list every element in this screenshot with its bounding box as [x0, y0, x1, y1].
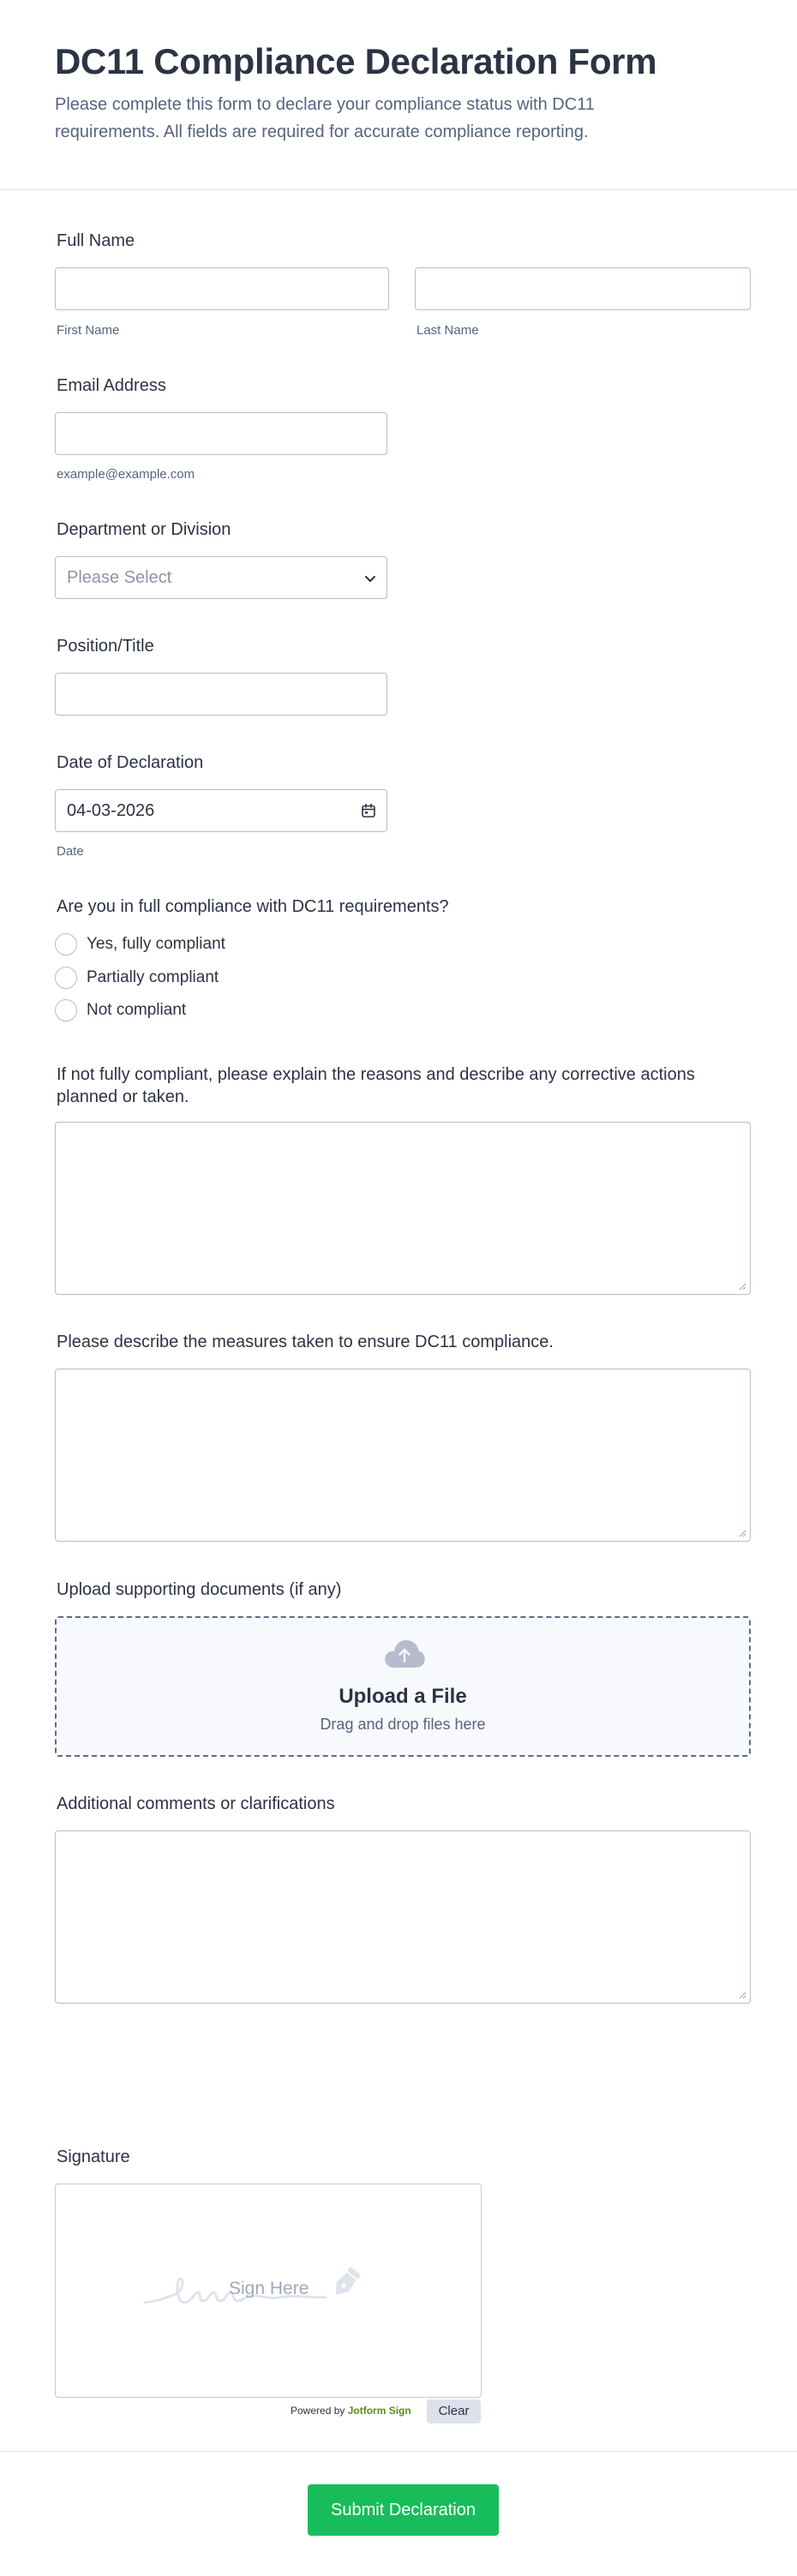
- explanation-label: If not fully compliant, please explain the reasons and describe any corrective actions planned or taken.: [57, 1065, 695, 1106]
- clear-signature-button[interactable]: Clear: [427, 2399, 481, 2423]
- calendar-icon[interactable]: [361, 803, 376, 818]
- radio-option-label: Not compliant: [87, 1001, 187, 1019]
- date-label: Date of Declaration: [57, 753, 204, 772]
- chevron-down-icon: [364, 572, 376, 584]
- first-name-input[interactable]: [55, 267, 389, 310]
- full-name-label: Full Name: [57, 231, 135, 250]
- jotform-sign-brand[interactable]: Jotform Sign: [347, 2405, 411, 2417]
- footer-divider: [0, 2451, 797, 2452]
- signature-pad[interactable]: [55, 2184, 482, 2398]
- comments-textarea[interactable]: [55, 1830, 751, 2004]
- resize-grip-icon[interactable]: [738, 1991, 746, 1999]
- signature-label: Signature: [57, 2148, 130, 2166]
- position-label: Position/Title: [57, 637, 154, 656]
- radio-button[interactable]: [55, 933, 77, 956]
- resize-grip-icon[interactable]: [738, 1282, 746, 1291]
- last-name-sublabel: Last Name: [416, 323, 479, 338]
- file-upload-dropzone[interactable]: [55, 1616, 751, 1757]
- comments-label: Additional comments or clarifications: [57, 1794, 335, 1813]
- upload-label: Upload supporting documents (if any): [57, 1580, 342, 1599]
- date-value: 04-03-2026: [67, 801, 155, 820]
- radio-button[interactable]: [55, 999, 77, 1021]
- radio-option-label: Partially compliant: [87, 968, 219, 986]
- powered-prefix: Powered by: [291, 2405, 345, 2417]
- radio-button[interactable]: [55, 967, 77, 989]
- department-label: Department or Division: [57, 520, 231, 539]
- department-placeholder: Please Select: [67, 568, 172, 587]
- department-select[interactable]: [55, 556, 387, 599]
- form-subtitle: Please complete this form to declare your compliance status with DC11 requirements. All fields are required for accurate compliance reporting.: [55, 95, 595, 141]
- measures-textarea[interactable]: [55, 1369, 751, 1542]
- form-title: DC11 Compliance Declaration Form: [55, 41, 657, 81]
- powered-by: [291, 2405, 411, 2417]
- compliance-question: Are you in full compliance with DC11 requirements?: [57, 897, 449, 916]
- position-input[interactable]: [55, 673, 387, 716]
- sign-here-text: Sign Here: [229, 2279, 309, 2298]
- email-label: Email Address: [57, 376, 166, 395]
- first-name-sublabel: First Name: [57, 323, 120, 338]
- form-header: [0, 0, 797, 190]
- email-input[interactable]: [55, 412, 387, 455]
- measures-label: Please describe the measures taken to ensure DC11 compliance.: [57, 1333, 554, 1351]
- date-sublabel: Date: [57, 844, 84, 859]
- resize-grip-icon[interactable]: [738, 1529, 746, 1537]
- upload-title: Upload a File: [339, 1685, 467, 1708]
- submit-button[interactable]: Submit Declaration: [308, 2484, 499, 2536]
- date-input[interactable]: [55, 789, 387, 832]
- email-sublabel: example@example.com: [57, 467, 195, 482]
- cloud-upload-icon: [383, 1638, 426, 1671]
- last-name-input[interactable]: [415, 267, 751, 310]
- explanation-textarea[interactable]: [55, 1122, 751, 1295]
- upload-hint: Drag and drop files here: [320, 1716, 486, 1733]
- radio-option-label: Yes, fully compliant: [87, 935, 225, 953]
